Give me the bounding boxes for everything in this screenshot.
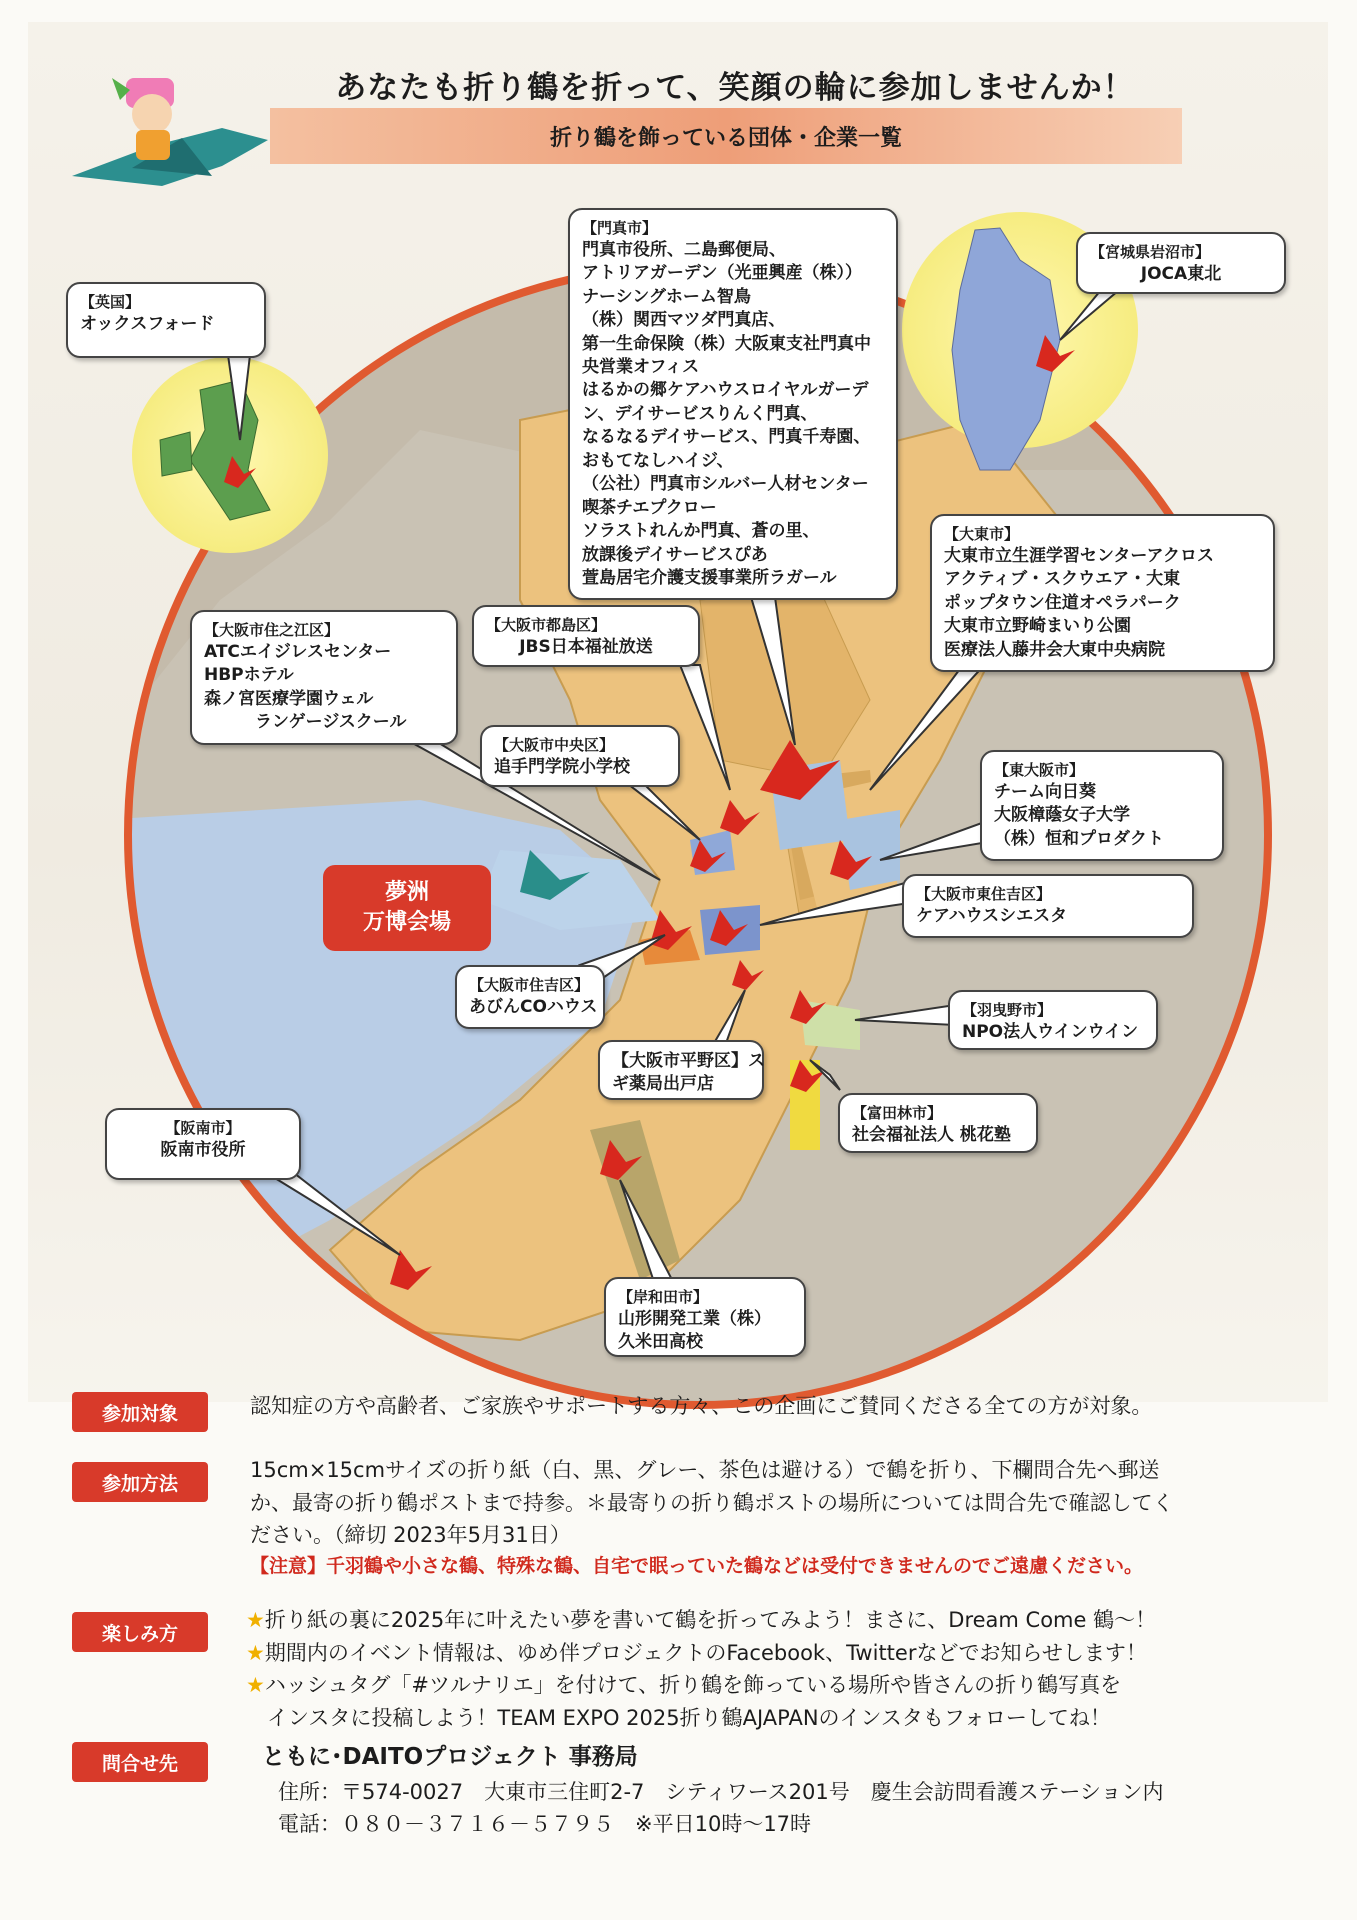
callout-hannan	[105, 1108, 301, 1180]
callout-higashiosaka-line: 大阪樟蔭女子大学	[994, 805, 1130, 826]
star-icon: ★	[246, 1640, 265, 1665]
callout-kadoma-line: おもてなしハイジ、	[582, 450, 734, 471]
callout-suminoe	[190, 610, 458, 745]
callout-uk-line: オックスフォード	[80, 313, 215, 334]
callout-kishiwada-head: 【岸和田市】	[618, 1288, 709, 1306]
callout-higashiosaka-line: （株）恒和プロダクト	[994, 828, 1164, 849]
section-label-contact: 問合せ先	[72, 1742, 208, 1782]
callout-hirano-line: ギ薬局出戸店	[612, 1074, 714, 1095]
warning-note: 【注意】千羽鶴や小さな鶴、特殊な鶴、自宅で眠っていた鶴などは受付できませんのでご遠慮ください。	[250, 1554, 1144, 1577]
callout-daito-line: 大東市立生涯学習センターアクロス	[944, 545, 1214, 566]
callout-higashisumiyoshi-line: ケアハウスシエスタ	[916, 905, 1068, 926]
section-method-line: 15cm×15cmサイズの折り紙（白、黒、グレー、茶色は避ける）で鶴を折り、下欄問合先へ郵送	[250, 1458, 1160, 1482]
callout-iwanuma-line: JOCA東北	[1140, 263, 1222, 284]
section-enjoy-line: 折り紙の裏に2025年に叶えたい夢を書いて鶴を折ってみよう！まさに、Dream Come 鶴～！	[264, 1608, 1157, 1632]
callout-daito-head: 【大東市】	[944, 525, 1020, 543]
callout-tondabayashi-head: 【富田林市】	[852, 1104, 943, 1122]
section-text-method	[250, 1454, 1300, 1581]
callout-kadoma-line: （公社）門真市シルバー人材センター	[582, 474, 869, 495]
callout-chuo	[480, 725, 680, 787]
callout-habikino-head: 【羽曳野市】	[962, 1001, 1053, 1019]
callout-kadoma-line: アトリアガーデン（光亜興産（株））	[582, 263, 862, 284]
callout-kadoma-line: ソラストれんか門真、蒼の里、	[582, 521, 820, 542]
callout-higashisumiyoshi-head: 【大阪市東住吉区】	[916, 885, 1052, 903]
callout-habikino-line: NPO法人ウインウイン	[962, 1021, 1139, 1042]
callout-kishiwada	[604, 1277, 806, 1357]
section-text-enjoy	[246, 1604, 1296, 1734]
callout-hirano-line: 【大阪市平野区】ス	[612, 1051, 765, 1071]
section-method-line: ださい。（締切 2023年5月31日）	[250, 1523, 571, 1548]
callout-hannan-head: 【阪南市】	[165, 1119, 241, 1137]
section-method-line: か、最寄の折り鶴ポストまで持参。＊最寄りの折り鶴ポストの場所については問合先で確認してく	[250, 1490, 1174, 1515]
callout-kadoma	[568, 208, 898, 600]
callout-daito-line: ポップタウン住道オペラパーク	[944, 592, 1181, 613]
callout-tondabayashi-line: 社会福祉法人 桃花塾	[852, 1124, 1011, 1145]
section-enjoy-line: ハッシュタグ「#ツルナリエ」を付けて、折り鶴を飾っている場所や皆さんの折り鶴写真を	[264, 1673, 1122, 1698]
callout-suminoe-line: HBPホテル	[204, 665, 294, 686]
callout-sumiyoshi-line: あびんCOハウス	[469, 996, 598, 1017]
callout-chuo-head: 【大阪市中央区】	[494, 736, 615, 754]
section-target-line: 認知症の方や高齢者、ご家族やサポートする方々、この企画にご賛同くださる全ての方が対象。	[250, 1394, 1153, 1418]
star-icon: ★	[246, 1608, 265, 1632]
callout-kadoma-line: はるかの郷ケアハウスロイヤルガーデ	[582, 380, 869, 401]
subtitle: 折り鶴を飾っている団体・企業一覧	[549, 125, 902, 151]
contact-address: 住所：〒574-0027 大東市三住町2-7 シティワース201号 慶生会訪問看護ステーション内	[278, 1779, 1164, 1804]
callout-kadoma-line: 央営業オフィス	[582, 356, 700, 377]
callout-kadoma-line: 萱島居宅介護支援事業所ラガール	[582, 568, 837, 589]
section-enjoy-line: インスタに投稿しよう！TEAM EXPO 2025折り鶴AJAPANのインスタもフォローしてね！	[246, 1705, 1111, 1730]
callout-iwanuma-head: 【宮城県岩沼市】	[1090, 243, 1211, 261]
section-label-enjoy: 楽しみ方	[72, 1612, 208, 1652]
callout-chuo-line: 追手門学院小学校	[494, 756, 630, 777]
callout-miyakojima	[472, 605, 700, 667]
callout-kadoma-line: なるなるデイサービス、門真千寿園、	[582, 427, 871, 448]
callout-kadoma-line: ナーシングホーム智鳥	[582, 286, 751, 307]
callout-sumiyoshi	[455, 965, 605, 1029]
callout-habikino	[948, 990, 1158, 1050]
callout-hannan-line: 阪南市役所	[160, 1139, 246, 1160]
section-text-target	[250, 1390, 1300, 1423]
callout-daito-line: アクティブ・スクウエア・大東	[944, 569, 1181, 590]
callout-higashiosaka-line: チーム向日葵	[994, 781, 1096, 802]
callout-daito	[930, 514, 1275, 672]
callout-higashisumiyoshi	[902, 874, 1194, 938]
expo-venue-line2: 万博会場	[362, 910, 451, 935]
callout-miyakojima-head: 【大阪市都島区】	[486, 616, 607, 634]
expo-venue-line1: 夢洲	[384, 880, 429, 906]
callout-higashiosaka-head: 【東大阪市】	[994, 761, 1085, 779]
section-label-method: 参加方法	[72, 1462, 208, 1502]
callout-daito-line: 医療法人藤井会大東中央病院	[944, 639, 1165, 660]
callout-kadoma-line: 第一生命保険（株）大阪東支社門真中	[582, 333, 871, 354]
callout-hirano	[598, 1040, 764, 1100]
section-label-target: 参加対象	[72, 1392, 208, 1432]
callout-kadoma-line: ン、デイサービスりんく門真、	[582, 403, 818, 424]
callout-higashiosaka	[980, 750, 1224, 861]
callout-suminoe-line: 森ノ宮医療学園ウェル	[204, 688, 374, 709]
section-text-contact	[262, 1740, 1312, 1841]
callout-tondabayashi	[838, 1093, 1038, 1153]
callout-kadoma-line: （株）関西マツダ門真店、	[582, 310, 786, 331]
callout-kadoma-line: 放課後デイサービスぴあ	[582, 544, 768, 565]
expo-venue-label	[323, 865, 491, 951]
callout-suminoe-head: 【大阪市住之江区】	[204, 621, 340, 639]
callout-sumiyoshi-head: 【大阪市住吉区】	[469, 976, 590, 994]
callout-uk-head: 【英国】	[80, 293, 141, 311]
callout-kadoma-line: 門真市役所、二島郵便局、	[582, 239, 786, 260]
callout-suminoe-line: ATCエイジレスセンター	[204, 641, 392, 662]
callout-kadoma-line: 喫茶チエプクロー	[582, 497, 717, 518]
section-enjoy-line: 期間内のイベント情報は、ゆめ伴プロジェクトのFacebook、Twitterなどでお知らせします！	[264, 1640, 1147, 1665]
page-title: あなたも折り鶴を折って、笑顔の輪に参加しませんか！	[335, 70, 1135, 106]
contact-organization: ともに･DAITOプロジェクト 事務局	[262, 1744, 638, 1770]
callout-kishiwada-line: 久米田高校	[618, 1332, 703, 1353]
callout-kadoma-head: 【門真市】	[582, 219, 658, 237]
callout-miyakojima-line: JBS日本福祉放送	[519, 636, 653, 657]
contact-phone: 電話：０８０－３７１６－５７９５ ※平日10時～17時	[278, 1812, 812, 1837]
callout-suminoe-line: ランゲージスクール	[204, 712, 407, 733]
callout-iwanuma	[1076, 232, 1286, 294]
callout-kishiwada-line: 山形開発工業（株）	[618, 1308, 771, 1329]
callout-daito-line: 大東市立野崎まいり公園	[944, 616, 1131, 637]
callout-uk	[66, 282, 266, 358]
star-icon: ★	[246, 1673, 265, 1698]
